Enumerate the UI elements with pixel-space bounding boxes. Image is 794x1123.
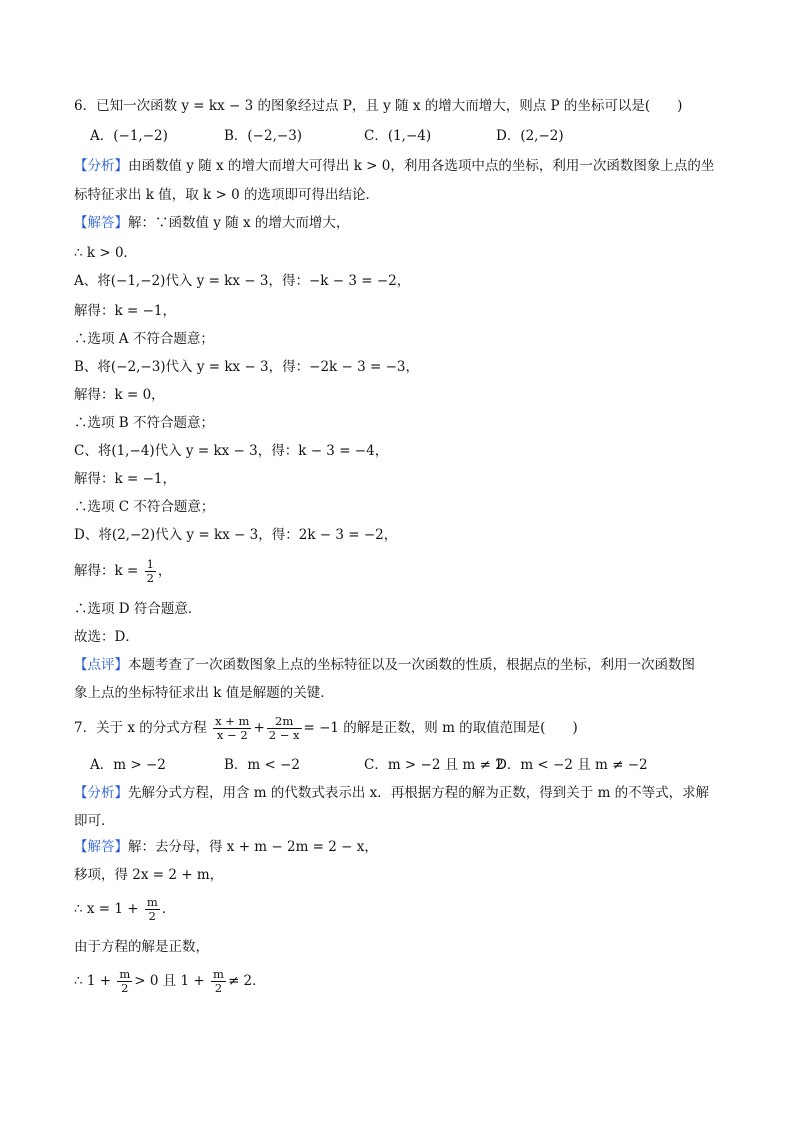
fraction [211,968,226,995]
q6-option-a: A．(−1,−2) [90,128,168,144]
q6-question: 6．已知一次函数 y = kx − 3 的图象经过点 P，且 y 随 x 的增大而增大，则点 P 的坐标可以是( ) [74,98,683,114]
fraction-denominator: 2 − x [268,728,300,742]
q6-step: B、将(−2,−3)代入 y = kx − 3，得：−2k − 3 = −3， [74,359,419,375]
fraction-numerator: m [213,967,224,981]
q7-x-suffix: ． [161,901,176,917]
q7-x-line [74,894,175,924]
fraction [267,715,302,742]
q6-step: ∴选项 B 不符合题意； [74,415,215,431]
fraction-denominator: 2 [146,571,154,585]
q6-option-d: D．(2,−2) [496,128,564,144]
q7-question [74,712,578,744]
fraction-denominator: 2 [148,909,156,923]
fraction-denominator: x − 2 [216,728,248,742]
analysis-tag: 【分析】 [74,785,128,801]
q6-step: 解得：k = −1， [74,303,176,319]
answer-tag: 【解答】 [74,839,128,855]
q7-option-c: C．m > −2 且 m ≠ 2 [364,757,504,773]
q7-option-d: D．m < −2 且 m ≠ −2 [496,757,648,773]
q6-solve-prefix: 解得：k = [74,563,139,579]
q7-answer-line-3: 由于方程的解是正数， [74,939,209,955]
q7-x-prefix: ∴ x = 1 + [74,901,139,917]
q7-option-a: A．m > −2 [90,757,166,773]
q6-choice: 故选：D． [74,629,139,645]
q6-answer-text-1: 解：∵函数值 y 随 x 的增大而增大， [128,215,350,231]
q6-option-c: C．(1,−4) [364,128,432,144]
q7-question-prefix: 7．关于 x 的分式方程 [74,720,207,736]
q6-step: 解得：k = −1， [74,471,176,487]
fraction-denominator: 2 [214,981,223,995]
fraction-numerator: m [146,895,158,909]
q7-option-b: B．m < −2 [224,757,301,773]
q7-inequality-line [74,966,266,996]
fraction [145,558,156,585]
fraction [145,896,160,923]
answer-tag: 【解答】 [74,215,128,231]
q6-step: A、将(−1,−2)代入 y = kx − 3，得：−k − 3 = −2， [74,273,411,289]
q6-analysis-line-1 [74,157,714,175]
q6-comment-text-1: 本题考查了一次函数图象上点的坐标特征以及一次函数的性质，根据点的坐标，利用一次函数图 [128,657,695,673]
q6-comment-line-2: 象上点的坐标特征求出 k 值是解题的关键． [74,685,334,701]
q7-inequality-prefix: ∴ 1 + [74,973,112,989]
q7-answer-text-1: 解：去分母，得 x + m − 2m = 2 − x， [128,839,378,855]
fraction-numerator: x + m [215,714,250,728]
q6-comment-line-1 [74,656,695,674]
q6-step: ∴选项 A 不符合题意； [74,331,214,347]
fraction [117,968,132,995]
q6-analysis-line-2: 标特征求出 k 值，取 k > 0 的选项即可得出结论． [74,187,380,203]
fraction-numerator: 2m [267,715,302,729]
q6-step: ∴ k > 0． [74,245,138,261]
plus-sign: + [253,720,265,736]
q7-answer-line-2: 移项，得 2x = 2 + m， [74,867,224,883]
q7-analysis-line-1 [74,784,709,802]
q6-analysis-text-1: 由函数值 y 随 x 的增大而增大可得出 k > 0，利用各选项中点的坐标，利用一次函数图象上点的坐 [128,158,715,174]
q7-question-suffix: = −1 的解是正数，则 m 的取值范围是( ) [303,720,578,736]
q7-analysis-line-2: 即可． [74,813,115,829]
comment-tag: 【点评】 [74,657,128,673]
analysis-tag: 【分析】 [74,158,128,174]
q6-conclusion: ∴选项 D 符合题意． [74,601,202,617]
fraction-numerator: m [119,967,131,981]
q6-option-b: B．(−2,−3) [224,128,303,144]
q6-step: D、将(2,−2)代入 y = kx − 3，得：2k − 3 = −2， [74,527,398,543]
q7-answer-line-1 [74,838,378,856]
q6-step: 解得：k = 0， [74,387,165,403]
q7-inequality-middle: > 0 且 1 + [134,973,205,989]
q6-step: C、将(1,−4)代入 y = kx − 3，得：k − 3 = −4， [74,443,389,459]
q6-answer-line-1 [74,214,349,232]
fraction [213,715,251,742]
q7-inequality-suffix: ≠ 2． [227,973,266,989]
q6-step: ∴选项 C 不符合题意； [74,499,215,515]
q6-solve-suffix: ， [157,563,172,579]
fraction-denominator: 2 [121,981,129,995]
q7-analysis-text-1: 先解分式方程，用含 m 的代数式表示出 x．再根据方程的解为正数，得到关于 m 的不等式，求解 [128,785,710,801]
q6-solve-line [74,556,171,586]
fraction-numerator: 1 [146,557,154,571]
